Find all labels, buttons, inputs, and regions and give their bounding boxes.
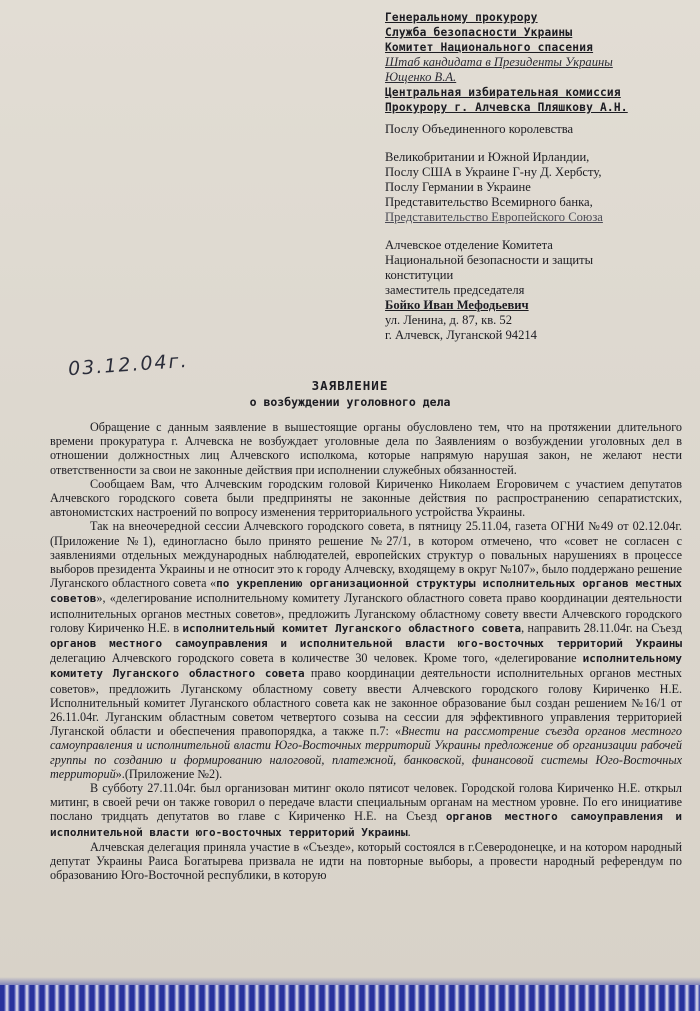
sender-organization: Алчевское отделение Комитета [385, 238, 553, 252]
addressee-election-commission: Центральная избирательная комиссия [385, 86, 621, 99]
addressee-prosecutor-general: Генеральному прокурору [385, 11, 538, 24]
statement-body [50, 420, 682, 883]
document-title: ЗАЯВЛЕНИЕ [311, 378, 389, 393]
addressee-uk-ambassador: Послу Объединенного королевства [385, 122, 574, 136]
sender-city: г. Алчевск, Луганской 94214 [385, 328, 537, 342]
paragraph-3: Так на внеочередной сессии Алчевского городского совета, в пятницу 25.11.04, газета ОГНИ №49 от 02.12.04г. (Приложение №1), единогласно было принято решение №27/1, в котором отмечено, что «совет не согласен с заявлениями отдельных международных наблюдателей, европейских структур о повальных нарушениях в процессе выборов президента Украины и не относит это к городу Алчевску, входящему в округ №107», было поддержано решение Луганского областного совета «по укреплению организационной структуры исполнительных органов местных советов», «делегирование исполнительному комитету Луганского областного совета право координации деятельности исполнительных органов местных советов», предложить Луганскому областному совету ввести Алчевского городского голову Кириченко Н.Е. в исполнительный комитет Луганского областного совета, направить 28.11.04г. на Съезд органов местного самоуправления и исполнительной власти юго-восточных территорий Украины делегацию Алчевского городского совета в количестве 30 человек. Кроме того, «делегирование исполнительному комитету Луганского областного совета право координации деятельности исполнительных органов местных советов», предложить Луганскому областному совету ввести Алчевского городского голову Кириченко Н.Е. Исполнительный комитет Луганского областного совета как не законное образование был создан решением №16/1 от 26.11.04г. Луганским областным советом четвертого созыва на сессии для эффективного управления территорией Луганской области и обеспечения правопорядка, а также п.7: «Внести на рассмотрение съезда органов местного самоуправления и исполнительной власти Юго-Восточных территорий Украины предложение об организации рабочей группы по созданию и формированию налоговой, платежной, банковской, финансовой системы Юго-Восточных территорий».(Приложение №2). [50, 519, 682, 781]
handwritten-date: 03.12.04г. [67, 349, 190, 381]
document-title-block [0, 378, 700, 409]
addressee-candidate-hq: Штаб кандидата в Президенты Украины [385, 55, 613, 69]
addressee-world-bank: Представительство Всемирного банка, [385, 195, 593, 209]
addressee-us-ambassador: Послу США в Украине Г-ну Д. Хербсту, [385, 165, 602, 179]
addressee-security-service: Служба безопасности Украины [385, 26, 573, 39]
paragraph-4: В субботу 27.11.04г. был организован митинг около пятисот человек. Городской голова Кириченко Н.Е. открыл митинг, в своей речи он также говорил о передаче власти специальным органам на местном уровне. По его инициативе послано тридцать депутатов во главе с Кириченко Н.Е. на Съезд органов местного самоуправления и исполнительной власти юго-восточных территорий Украины. [50, 781, 683, 839]
sender-name: Бойко Иван Мефодьевич [385, 298, 529, 312]
addressee-national-salvation-committee: Комитет Национального спасения [385, 41, 594, 54]
addressee-alchevsk-prosecutor: Прокурору г. Алчевска Пляшкову А.Н. [385, 101, 628, 114]
document-subtitle: о возбуждении уголовного дела [249, 395, 451, 409]
scanner-artifact-strip [0, 985, 700, 1011]
sender-organization-cont: Национальной безопасности и защиты [385, 253, 594, 267]
addressee-candidate-name: Ющенко В.А. [385, 70, 457, 84]
addressee-german-ambassador: Послу Германии в Украине [385, 180, 531, 194]
paragraph-5: Алчевская делегация приняла участие в «Съезде», который состоялся в г.Северодонецке, и на котором народный депутат Украины Раиса Богатырева призвала не идти на повторные выборы, а провести народный референдум по образованию Юго-Восточной республики, в которую [50, 839, 682, 883]
sender-position: заместитель председателя [385, 283, 525, 297]
paragraph-2: Сообщаем Вам, что Алчевским городским головой Кириченко Николаем Егоровичем с участием депутатов Алчевского городского совета были предприняты не законные действия по распространению сепаратистских, автономистских настроений по вопросу изменения территориального устройства Украины. [50, 476, 682, 520]
addressee-eu-representation: Представительство Европейского Союза [385, 210, 603, 224]
addressee-uk-ambassador-cont: Великобритании и Южной Ирландии, [385, 150, 590, 164]
sender-organization-cont2: конституции [385, 268, 454, 282]
sender-street: ул. Ленина, д. 87, кв. 52 [385, 313, 513, 327]
paragraph-1: Обращение с данным заявление в вышестоящие органы обусловлено тем, что на протяжении длительного времени прокуратура г. Алчевска не возбуждает уголовные дела по Заявлениям о возбуждении уголовных дел в отношении должностных лиц Алчевского исполкома, которые напрямую нарушая закон, не желают нести ответственности за свои не законные действия при исполнении служебных обязанностей. [50, 420, 682, 477]
addressee-block [385, 10, 690, 343]
scanner-artifact-fade [0, 977, 700, 985]
